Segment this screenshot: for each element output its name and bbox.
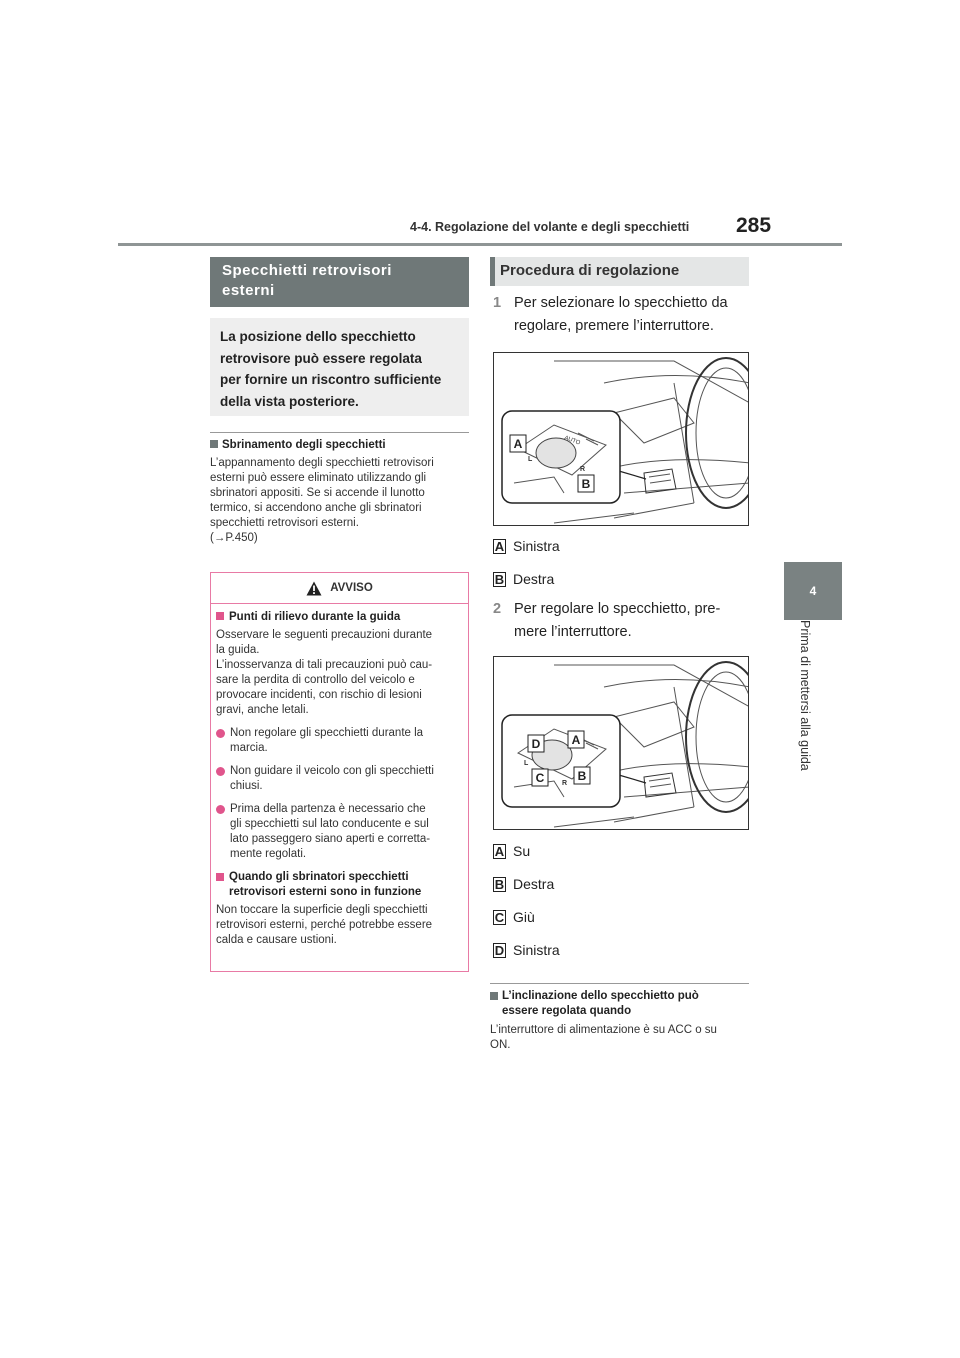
text-line: provocare incidenti, con rischio di lesioni [216,689,422,701]
door-panel-illustration [494,353,749,526]
bullet-dot-icon [216,729,225,738]
text-line: termico, si accendono anche gli sbrinatori [210,502,422,514]
text-line: calda e causare ustioni. [216,934,337,946]
square-bullet-icon [210,440,218,448]
text-line: specchietti retrovisori esterni. [210,517,359,529]
title-accent-bar [490,257,495,286]
callout-c: C [535,771,545,785]
legend-item [493,908,535,926]
intro-line: retrovisore può essere regolata [220,350,422,366]
legend-text: Destra [513,876,555,892]
legend-text: Sinistra [513,942,560,958]
section-title-line: esterni [222,282,275,299]
warning-bullet [216,726,464,756]
text-line: L’interruttore di alimentazione è su ACC o su [490,1024,717,1036]
text-line: sbrinatori appositi. Se si accende il lunotto [210,487,425,499]
warning-text [216,628,464,718]
text-line: marcia. [230,742,268,754]
knob-label-l: L [528,456,533,463]
warning-title: AVVISO [330,582,373,594]
warning-bullet [216,802,464,862]
legend-text: Su [513,843,531,859]
section-title-line: Specchietti retrovisori [222,262,392,279]
text-line: Non toccare la superficie degli specchietti [216,904,428,916]
legend-key-box: A [494,843,505,859]
step-number: 1 [493,295,502,311]
divider [210,432,469,433]
knob-label-r: R [562,780,568,787]
legend-item [493,941,560,959]
figure-mirror-select-switch [493,352,749,526]
text-line: gli specchietti sul lato conducente e sul [230,818,429,830]
warning-bullet [216,764,464,794]
intro-line: La posizione dello specchietto [220,329,416,344]
intro-box [210,318,469,416]
callout-b: B [581,477,591,491]
page-number: 285 [736,214,772,237]
chapter-number: 4 [809,584,817,598]
legend-key-box: B [494,876,505,892]
defrost-heading-text: Sbrinamento degli specchietti [222,439,386,451]
text-line: mere l’interruttore. [514,624,632,640]
legend-key-box: B [494,571,505,587]
warning-text [216,903,464,948]
warning-header [211,573,468,604]
callout-a: A [571,733,581,747]
door-panel-illustration [494,657,749,830]
text-line: mente regolati. [230,848,307,860]
callout-d: D [531,737,541,751]
page-reference-link[interactable]: (→P.450) [210,532,258,544]
square-bullet-icon [216,873,224,881]
text-line: Quando gli sbrinatori specchietti [229,871,409,883]
legend-item [493,875,554,893]
legend-item [493,570,554,588]
section-title-adjust-procedure [490,257,749,286]
text-line: Non regolare gli specchietti durante la [230,727,424,739]
warning-heading [216,870,464,900]
warning-triangle-icon [306,581,322,596]
legend-item [493,842,530,860]
text-line: Non guidare il veicolo con gli specchietti [230,765,434,777]
tilt-heading [490,989,699,1019]
legend-text: Destra [513,571,555,587]
step-2 [493,598,720,644]
text-line: ON. [490,1039,511,1051]
text-line: L’inclinazione dello specchietto può [502,990,699,1002]
knob-label-r: R [580,466,586,473]
divider [490,983,749,984]
knob-label-l: L [524,760,529,767]
text-line: retrovisori esterni, perché potrebbe essere [216,919,433,931]
text-line: regolare, premere l’interruttore. [514,318,714,334]
header-section-title: 4-4. Regolazione del volante e degli specchietti [410,220,690,234]
defrost-heading [210,438,386,453]
text-line: Prima della partenza è necessario che [230,803,426,815]
legend-key-box: A [494,538,505,554]
text-line: gravi, anche letali. [216,704,309,716]
intro-line: della vista posteriore. [220,393,359,409]
bullet-dot-icon [216,767,225,776]
text-line: sare la perdita di controllo del veicolo e [216,674,415,686]
auto-label: AUTO [563,435,581,447]
legend-key-box: C [494,909,505,925]
text-line: essere regolata quando [502,1005,632,1017]
square-bullet-icon [490,992,498,1000]
step-number: 2 [493,601,502,617]
text-line: chiusi. [230,780,263,792]
step-1 [493,292,728,338]
text-line: Per regolare lo specchietto, pre- [514,601,721,617]
warning-box [210,572,469,972]
text-line: Osservare le seguenti precauzioni durante [216,629,433,641]
header-rule [118,243,842,246]
intro-line: per fornire un riscontro sufficiente [220,372,442,387]
text-line: la guida. [216,644,260,656]
warning-heading [216,610,464,625]
text-line: L’appannamento degli specchietti retrovisori [210,457,434,469]
chapter-title: Prima di mettersi alla guida [798,620,812,771]
figure-mirror-direction-switch [493,656,749,830]
text-line: esterni può essere eliminato utilizzando gli [210,472,427,484]
callout-b: B [577,769,587,783]
legend-key-box: D [494,942,505,958]
section-title-exterior-mirrors [210,257,469,307]
legend-text: Giù [513,909,535,925]
tilt-text [490,1023,752,1053]
text-line: lato passeggero siano aperti e corretta- [230,833,431,845]
text-line: retrovisori esterni sono in funzione [229,886,422,898]
bullet-dot-icon [216,805,225,814]
legend-item [493,537,560,555]
square-bullet-icon [216,612,224,620]
defrost-text [210,456,472,546]
section-title-text: Procedura di regolazione [500,262,680,279]
warning-heading-text: Punti di rilievo durante la guida [229,611,401,623]
callout-a: A [513,437,523,451]
text-line: L’inosservanza di tali precauzioni può cau- [216,659,433,671]
text-line: Per selezionare lo specchietto da [514,295,728,311]
chapter-tab [784,562,842,620]
legend-text: Sinistra [513,538,560,554]
